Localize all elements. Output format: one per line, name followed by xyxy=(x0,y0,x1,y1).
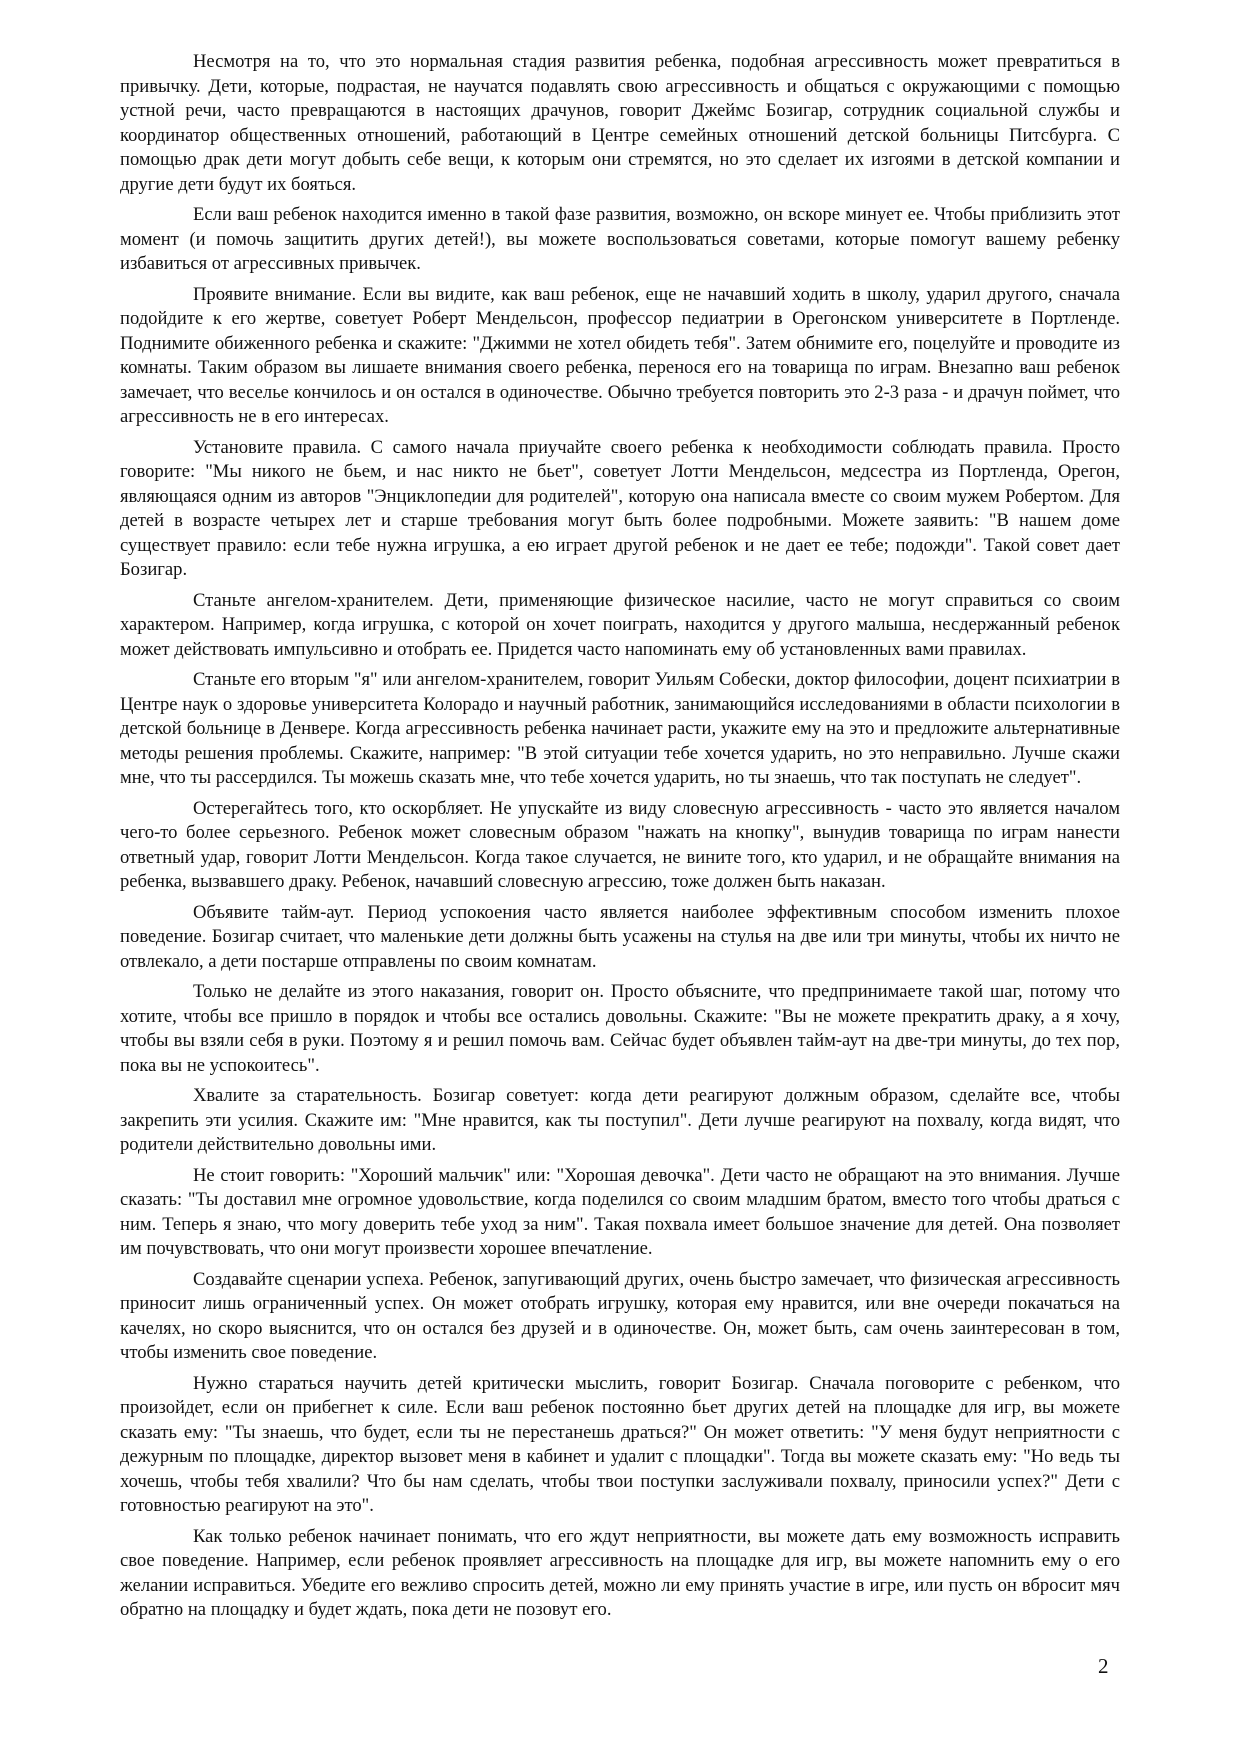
paragraph-8: Объявите тайм-аут. Период успокоения часто является наиболее эффективным способом изменить плохое поведение. Бозигар считает, что маленькие дети должны быть усажены на стулья на две или три минуты, чтобы их ничто не отвлекало, а дети постарше отправлены по своим комнатам. xyxy=(120,901,1120,972)
paragraph-6: Станьте его вторым "я" или ангелом-хранителем, говорит Уильям Собески, доктор философии, доцент психиатрии в Центре наук о здоровье университета Колорадо и научный работник, занимающийся исследованиями в области психологии в детской больнице в Денвере. Когда агрессивность ребенка начинает расти, укажите ему на это и предложите альтернативные методы решения проблемы. Скажите, например: "В этой ситуации тебе хочется ударить, но это неправильно. Лучше скажи мне, что ты рассердился. Ты можешь сказать мне, что тебе хочется ударить, но ты знаешь, что так поступать не следует". xyxy=(120,669,1120,788)
paragraph-3: Проявите внимание. Если вы видите, как ваш ребенок, еще не начавший ходить в школу, ударил другого, сначала подойдите к его жертве, советует Роберт Мендельсон, профессор педиатрии в Орегонском университете в Портленде. Поднимите обиженного ребенка и скажите: "Джимми не хотел обидеть тебя". Затем обнимите его, поцелуйте и проводите из комнаты. Таким образом вы лишаете внимания своего ребенка, перенося его на товарища по играм. Внезапно ваш ребенок замечает, что веселье кончилось и он остался в одиночестве. Обычно требуется повторить это 2-3 раза - и драчун поймет, что агрессивность не в его интересах. xyxy=(120,283,1120,427)
paragraph-7: Остерегайтесь того, кто оскорбляет. Не упускайте из виду словесную агрессивность - часто это является началом чего-то более серьезного. Ребенок может словесным образом "нажать на кнопку", вынудив товарища по играм нанести ответный удар, говорит Лотти Мендельсон. Когда такое случается, не вините того, кто ударил, и не обращайте внимания на ребенка, вызвавшего драку. Ребенок, начавший словесную агрессию, тоже должен быть наказан. xyxy=(120,797,1120,892)
body-text xyxy=(120,50,1120,1623)
paragraph-1: Несмотря на то, что это нормальная стадия развития ребенка, подобная агрессивность может превратиться в привычку. Дети, которые, подрастая, не научатся подавлять свою агрессивность и общаться с окружающими с помощью устной речи, часто превращаются в настоящих драчунов, говорит Джеймс Бозигар, сотрудник социальной службы и координатор общественных отношений, работающий в Центре семейных отношений детской больницы Питсбурга. С помощью драк дети могут добыть себе вещи, к которым они стремятся, но это сделает их изгоями в детской компании и другие дети будут их бояться. xyxy=(120,51,1120,195)
paragraph-9: Только не делайте из этого наказания, говорит он. Просто объясните, что предпринимаете такой шаг, потому что хотите, чтобы все пришло в порядок и чтобы все остались довольны. Скажите: "Вы не можете прекратить драку, а я хочу, чтобы вы взяли себя в руки. Поэтому я и решил помочь вам. Сейчас будет объявлен тайм-аут на две-три минуты, до тех пор, пока вы не успокоитесь". xyxy=(120,981,1120,1076)
page-number: 2 xyxy=(1098,1654,1109,1678)
paragraph-14: Как только ребенок начинает понимать, что его ждут неприятности, вы можете дать ему возможность исправить свое поведение. Например, если ребенок проявляет агрессивность на площадке для игр, вы можете напомнить ему о его желании исправиться. Убедите его вежливо спросить детей, можно ли ему принять участие в игре, или пусть он вбросит мяч обратно на площадку и будет ждать, пока дети не позовут его. xyxy=(120,1525,1120,1620)
paragraph-10: Хвалите за старательность. Бозигар советует: когда дети реагируют должным образом, сделайте все, чтобы закрепить эти усилия. Скажите им: "Мне нравится, как ты поступил". Дети лучше реагируют на похвалу, когда видят, что родители действительно довольны ими. xyxy=(120,1085,1120,1155)
paragraph-5: Станьте ангелом-хранителем. Дети, применяющие физическое насилие, часто не могут справиться со своим характером. Например, когда игрушка, с которой он хочет поиграть, находится у другого малыша, несдержанный ребенок может действовать импульсивно и отобрать ее. Придется часто напоминать ему об установленных вами правилах. xyxy=(120,589,1120,660)
paragraph-11: Не стоит говорить: "Хороший мальчик" или: "Хорошая девочка". Дети часто не обращают на это внимания. Лучше сказать: "Ты доставил мне огромное удовольствие, когда поделился со своим младшим братом, вместо того чтобы драться с ним. Теперь я знаю, что могу доверить тебе уход за ним". Такая похвала имеет большое значение для детей. Она позволяет им почувствовать, что они могут произвести хорошее впечатление. xyxy=(120,1164,1120,1259)
paragraph-13: Нужно стараться научить детей критически мыслить, говорит Бозигар. Сначала поговорите с ребенком, что произойдет, если он прибегнет к силе. Если ваш ребенок постоянно бьет других детей на площадке для игр, вы можете сказать ему: "Ты знаешь, что будет, если ты не перестанешь драться?" Он может ответить: "У меня будут неприятности с дежурным по площадке, директор вызовет меня в кабинет и удалит с площадки". Тогда вы можете сказать ему: "Но ведь ты хочешь, чтобы тебя хвалили? Что бы нам сделать, чтобы твои поступки заслуживали похвалу, приносили успех?" Дети с готовностью реагируют на это". xyxy=(120,1372,1120,1516)
paragraph-4: Установите правила. С самого начала приучайте своего ребенка к необходимости соблюдать правила. Просто говорите: "Мы никого не бьем, и нас никто не бьет", советует Лотти Мендельсон, медсестра из Портленда, Орегон, являющаяся одним из авторов "Энциклопедии для родителей", которую она написала вместе со своим мужем Робертом. Для детей в возрасте четырех лет и старше требования могут быть более подробными. Можете заявить: "В нашем доме существует правило: если тебе нужна игрушка, а ею играет другой ребенок и не дает ее тебе; подожди". Такой совет дает Бозигар. xyxy=(120,436,1120,580)
paragraph-12: Создавайте сценарии успеха. Ребенок, запугивающий других, очень быстро замечает, что физическая агрессивность приносит лишь ограниченный успех. Он может отобрать игрушку, которая ему нравится, или вне очереди покачаться на качелях, но скоро выяснится, что он остался без друзей и в одиночестве. Он, может быть, сам очень заинтересован в том, чтобы изменить свое поведение. xyxy=(120,1268,1120,1363)
document-page xyxy=(120,50,1120,1629)
paragraph-2: Если ваш ребенок находится именно в такой фазе развития, возможно, он вскоре минует ее. Чтобы приблизить этот момент (и помочь защитить других детей!), вы можете воспользоваться советами, которые помогут вашему ребенку избавиться от агрессивных привычек. xyxy=(120,204,1120,274)
